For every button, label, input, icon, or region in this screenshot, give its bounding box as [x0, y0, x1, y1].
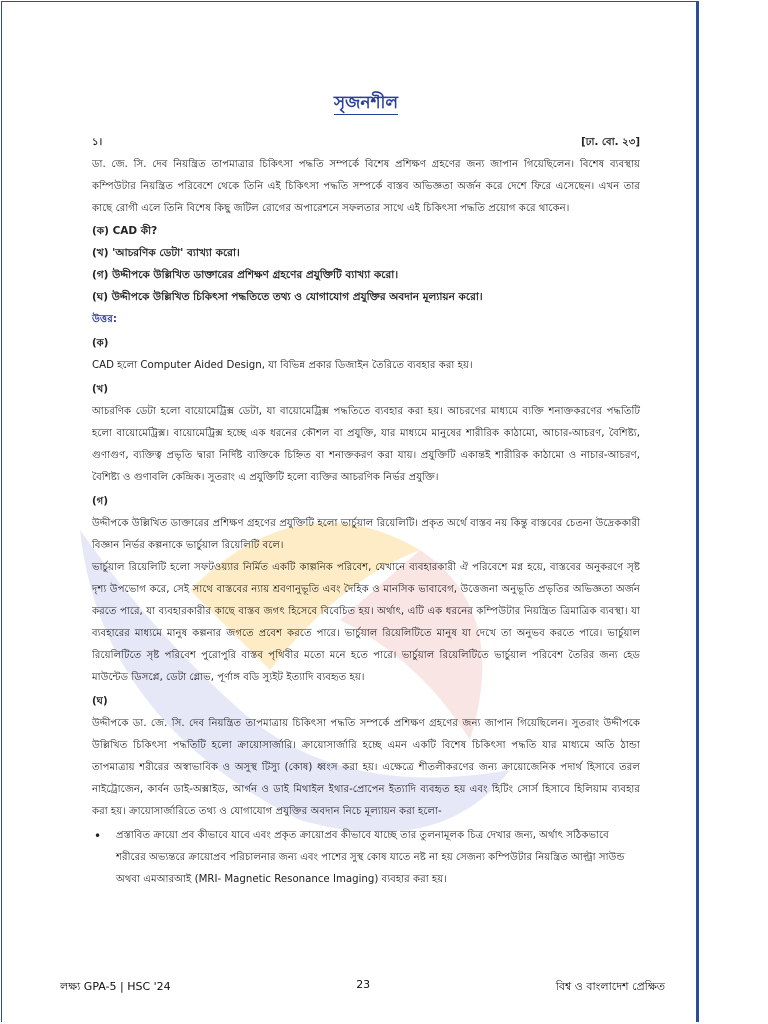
footer-left: লক্ষ্য GPA-5 | HSC '24	[60, 980, 171, 993]
page-content	[92, 92, 640, 891]
answer-gha-label: (ঘ)	[92, 696, 108, 707]
board-tag: [ঢা. বো. ২৩]	[581, 137, 640, 148]
page-title: সৃজনশীল	[333, 93, 399, 113]
question-stem: ডা. জে. সি. দেব নিয়ন্ত্রিত তাপমাত্রার চিকিৎসা পদ্ধতি সম্পর্কে বিশেষ প্রশিক্ষণ গ্রহণের জন্য জাপান গিয়েছিলেন। বিশেষ ব্যবস্থায় কম্পিউটার নিয়ন্ত্রিত পরিবেশে থেকে তিনি এই চিকিৎসা পদ্ধতি সম্পর্কে বাস্তব অভিজ্ঞতা অর্জন করে দেশে ফিরে এসেছেন। এখন তার কাছে রোগী এলে তিনি বিশেষ কিছু জটিল রোগের অপারেশনে সফলতার সাথে এই চিকিৎসা পদ্ধতি প্রয়োগ করে থাকেন।	[92, 159, 640, 214]
answer-kha-label: (খ)	[92, 384, 109, 395]
answer-label: উত্তর:	[92, 314, 117, 325]
footer-right: বিশ্ব ও বাংলাদেশ প্রেক্ষিত	[555, 980, 665, 993]
bullet-icon: •	[94, 829, 102, 843]
answer-gha-bullet-text: প্রস্তাবিত ক্রায়ো প্রব কীভাবে যাবে এবং প্রকৃত ক্রায়োপ্রব কীভাবে যাচ্ছে তার তুলনামূলক চিত্র দেখার জন্য, অর্থাৎ সঠিকভাবে শরীরের অভ্যন্তরে ক্রায়োপ্রব পরিচালনার জন্য এবং পাশের সুস্থ কোষ যাতে নষ্ট না হয় সেজন্য কম্পিউটার নিয়ন্ত্রিত আল্ট্রা সাউন্ড অথবা এমআরআই (MRI- Magnetic Resonance Imaging) ব্যবহার করা হয়।	[116, 830, 625, 885]
question-header	[92, 132, 640, 154]
page-footer	[60, 978, 665, 997]
question-part-ka: (ক) CAD কী?	[92, 225, 158, 237]
answer-gha-bullet	[92, 825, 640, 891]
answer-ga-paragraph-2: ভার্চুয়াল রিয়েলিটি হলো সফটওয়্যার নির্মিত একটি কাল্পনিক পরিবেশ, যেখানে ব্যবহারকারী ঐ পরিবেশে মগ্ন হয়ে, বাস্তবের অনুকরণে সৃষ্ট দৃশ্য উপভোগ করে, সেই সাথে বাস্তবের ন্যায় শ্রবণানুভূতি এবং দৈহিক ও মানসিক ভাবাবেগ, উত্তেজনা অনুভূতি প্রভৃতির অভিজ্ঞতা অর্জন করতে পারে, যা ব্যবহারকারীর কাছে বাস্তব জগৎ হিসেবে বিবেচিত হয়। অর্থাৎ, এটি এক ধরনের কম্পিউটার নিয়ন্ত্রিত ত্রিমাত্রিক ব্যবস্থা। যা ব্যবহারের মাধ্যমে মানুষ কল্পনার জগতে প্রবেশ করতে পারে। ভার্চুয়াল রিয়েলিটিতে মানুষ যা দেখে তা অনুভব করতে পারে। ভার্চুয়াল রিয়েলিটিতে সৃষ্ট পরিবেশ পুরোপুরি বাস্তব পৃথিবীর মতো মনে হতে পারে। ভার্চুয়াল রিয়েলিটিতে ভার্চুয়াল পরিবেশ তৈরির জন্য হেড মাউন্টেড ডিসপ্লে, ডেটা গ্লোভ, পূর্ণাঙ্গ বডি স্যুইট ইত্যাদি ব্যবহৃত হয়।	[92, 562, 640, 683]
answer-ka-text: CAD হলো Computer Aided Design, যা বিভিন্ন প্রকার ডিজাইন তৈরিতে ব্যবহার করা হয়।	[92, 360, 473, 371]
question-part-gha: (ঘ) উদ্দীপকে উল্লিখিত চিকিৎসা পদ্ধতিতে তথ্য ও যোগাযোগ প্রযুক্তির অবদান মূল্যায়ন করো।	[92, 291, 483, 303]
page-number: 23	[356, 978, 371, 991]
answer-gha-text: উদ্দীপকে ডা. জে. সি. দেব নিয়ন্ত্রিত তাপমাত্রায় চিকিৎসা পদ্ধতি সম্পর্কে প্রশিক্ষণ গ্রহণের জন্য জাপান গিয়েছিলেন। সুতরাং উদ্দীপকে উল্লিখিত চিকিৎসা পদ্ধতিটি হলো ক্রায়োসার্জারি। ক্রায়োসার্জারি হচ্ছে এমন একটি বিশেষ চিকিৎসা পদ্ধতি যার মাধ্যমে অতি ঠান্ডা তাপমাত্রায় শরীরের অস্বাভাবিক ও অসুস্থ টিস্যু (কোষ) ধ্বংস করা হয়। এক্ষেত্রে শীতলীকরণের জন্য ক্রায়োজেনিক পদার্থ হিসাবে তরল নাইট্রোজেন, কার্বন ডাই-অক্সাইড, আর্গন ও ডাই মিথাইল ইথার-প্রোপেন ইত্যাদি ব্যবহৃত হয় এবং হিটিং সোর্স হিসাবে হিলিয়াম ব্যবহার করা হয়। ক্রায়োসার্জারিতে তথ্য ও যোগাযোগ প্রযুক্তির অবদান নিচে মূল্যায়ন করা হলো-	[92, 718, 640, 817]
answer-ka-label: (ক)	[92, 338, 109, 349]
answer-ga-paragraph-1: উদ্দীপকে উল্লিখিত ডাক্তারের প্রশিক্ষণ গ্রহণের প্রযুক্তিটি হলো ভার্চুয়াল রিয়েলিটি। প্রকৃত অর্থে বাস্তব নয় কিন্তু বাস্তবের চেতনা উদ্রেককারী বিজ্ঞান নির্ভর কল্পনাকে ভার্চুয়াল রিয়েলিটি বলে।	[92, 518, 640, 551]
answer-kha-text: আচরণিক ডেটা হলো বায়োমেট্রিক্স ডেটা, যা বায়োমেট্রিক্স পদ্ধতিতে ব্যবহার করা হয়। আচরণের মাধ্যমে ব্যক্তি শনাক্তকরণের পদ্ধতিটি হলো বায়োমেট্রিক্স। বায়োমেট্রিক্স হচ্ছে এক ধরনের কৌশল বা প্রযুক্তি, যার মাধ্যমে মানুষের শারীরিক কাঠামো, আচার-আচরণ, বৈশিষ্ট্য, গুণাগুণ, ব্যক্তিত্ব প্রভৃতি দ্বারা নির্দিষ্ট ব্যক্তিকে চিহ্নিত বা শনাক্তকরণ করা যায়। প্রযুক্তিটি একান্তই শারীরিক কাঠামো ও নাচার-আচরণ, বৈশিষ্ট্য ও গুণাবলি কেন্দ্রিক। সুতরাং এ প্রযুক্তিটি হলো ব্যক্তির আচরণিক নির্ভর প্রযুক্তি।	[92, 406, 640, 483]
question-part-kha: (খ) 'আচরণিক ডেটা' ব্যাখ্যা করো।	[92, 247, 240, 259]
question-number: ১।	[92, 137, 103, 148]
question-part-ga: (গ) উদ্দীপকে উল্লিখিত ডাক্তারের প্রশিক্ষণ গ্রহণের প্রযুক্তিটি ব্যাখ্যা করো।	[92, 269, 399, 281]
answer-ga-label: (গ)	[92, 496, 108, 507]
